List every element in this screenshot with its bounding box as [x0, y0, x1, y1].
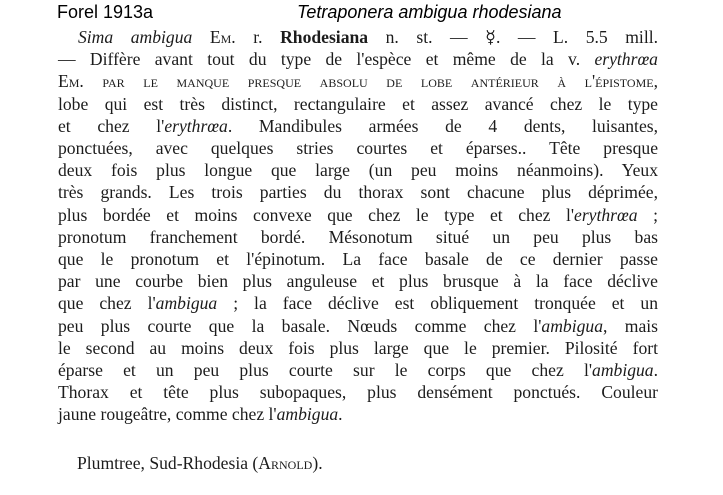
taxon-title: Tetraponera ambigua rhodesiana — [297, 2, 562, 22]
text-line: le second au moins deux fois plus large que le premier. Pilosité fort — [58, 337, 658, 358]
text-line: pronotum franchement bordé. Mésonotum situé un peu plus bas — [58, 226, 658, 247]
description-text — [58, 26, 658, 426]
citation-label: Forel 1913a — [57, 2, 154, 22]
locality-line: Plumtree, Sud-Rhodesia (Arnold). — [77, 453, 323, 473]
text-line: Thorax et tête plus subopaques, plus densément ponctués. Couleur — [58, 382, 658, 403]
text-line: peu plus courte que la basale. Nœuds comme chez l'ambigua, mais — [58, 315, 658, 336]
text-line: Sima ambigua Em. r. Rhodesiana n. st. — ☿. — L. 5.5 mill. — [78, 27, 658, 47]
text-line: Em. par le manque presque absolu de lobe antérieur à l'épistome, — [58, 71, 658, 92]
text-line: — Diffère avant tout du type de l'espèce et même de la v. erythrœa — [58, 49, 658, 70]
text-line: éparse et un peu plus courte sur le corps que chez l'ambigua. — [58, 360, 658, 381]
text-line: que le pronotum et l'épinotum. La face basale de ce dernier passe — [58, 249, 658, 270]
text-line: jaune rougeâtre, comme chez l'ambigua. — [58, 404, 343, 425]
text-line: deux fois plus longue que large (un peu moins néanmoins). Yeux — [58, 160, 658, 181]
text-line: et chez l'erythrœa. Mandibules armées de 4 dents, luisantes, — [58, 115, 658, 136]
text-line: lobe qui est très distinct, rectangulaire et assez avancé chez le type — [58, 93, 658, 114]
text-line: par une courbe bien plus anguleuse et plus brusque à la face déclive — [58, 271, 658, 292]
text-line: ponctuées, avec quelques stries courtes et éparses.. Tête presque — [58, 138, 658, 159]
text-line: que chez l'ambigua ; la face déclive est obliquement tronquée et un — [58, 293, 659, 314]
text-line: très grands. Les trois parties du thorax sont chacune plus déprimée, — [58, 182, 658, 203]
text-line: plus bordée et moins convexe que chez le type et chez l'erythrœa ; — [58, 204, 658, 225]
